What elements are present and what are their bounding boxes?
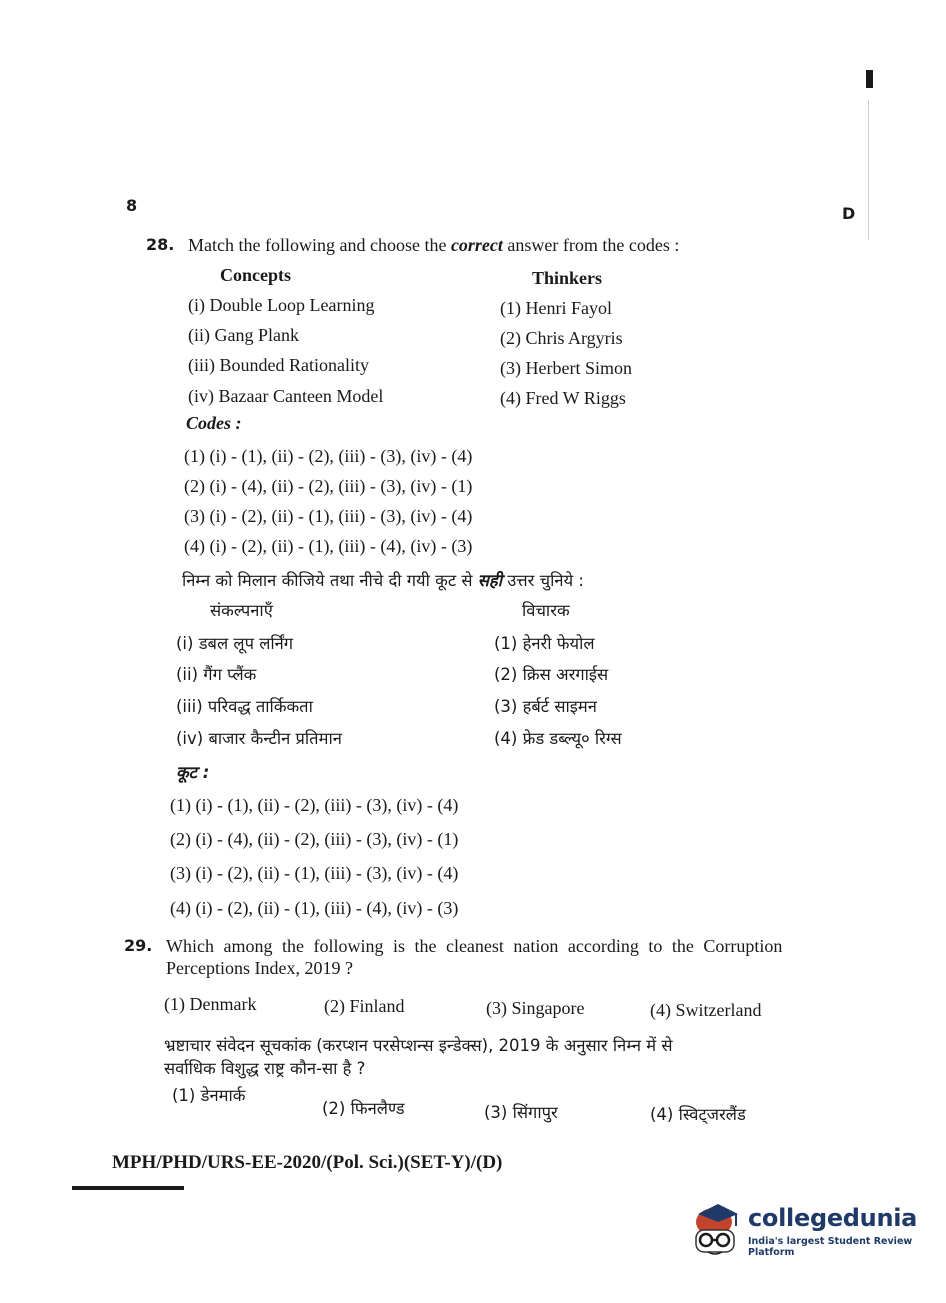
column-heading-concepts-hindi: संकल्पनाएँ (210, 601, 273, 620)
thinker-item-hindi: (4) फ्रेड डब्ल्यू० रिग्स (494, 729, 622, 748)
concept-item: (i) Double Loop Learning (188, 295, 375, 315)
code-option: (2) (i) - (4), (ii) - (2), (iii) - (3), (iv) - (1) (184, 476, 473, 496)
concept-item: (iii) Bounded Rationality (188, 355, 369, 375)
thinker-item: (1) Henri Fayol (500, 298, 612, 318)
question-text-hindi: निम्न को मिलान कीजिये तथा नीचे दी गयी कूट से सही उत्तर चुनिये : (182, 571, 584, 590)
set-letter: D (842, 204, 856, 223)
column-heading-thinkers: Thinkers (532, 268, 603, 288)
column-heading-thinkers-hindi: विचारक (522, 601, 570, 620)
question-number: 29. (124, 936, 153, 955)
collegedunia-logo (688, 1200, 918, 1262)
question-number: 28. (146, 235, 175, 254)
brand-tagline: India's largest Student Review Platform (748, 1236, 913, 1258)
code-option: (3) (i) - (2), (ii) - (1), (iii) - (3), (iv) - (4) (184, 506, 473, 526)
answer-option: (1) Denmark (164, 994, 257, 1014)
question-text-line2: Perceptions Index, 2019 ? (166, 958, 353, 978)
codes-label: Codes : (186, 413, 242, 433)
concept-item-hindi: (iv) बाजार कैन्टीन प्रतिमान (176, 729, 342, 748)
scan-line (868, 100, 869, 240)
code-option-hindi: (4) (i) - (2), (ii) - (1), (iii) - (4), (iv) - (3) (170, 898, 459, 918)
page-number: 8 (126, 196, 138, 215)
thinker-item: (2) Chris Argyris (500, 328, 623, 348)
thinker-item-hindi: (1) हेनरी फेयोल (494, 634, 595, 653)
scan-mark (866, 70, 873, 88)
thinker-item-hindi: (3) हर्बर्ट साइमन (494, 697, 597, 716)
concept-item: (ii) Gang Plank (188, 325, 299, 345)
concept-item-hindi: (iii) परिवद्ध तार्किकता (176, 697, 313, 716)
question-text-hindi-line2: सर्वाधिक विशुद्ध राष्ट्र कौन-सा है ? (164, 1059, 366, 1078)
code-option-hindi: (2) (i) - (4), (ii) - (2), (iii) - (3), (iv) - (1) (170, 829, 459, 849)
codes-label-hindi: कूट : (176, 763, 210, 782)
concept-item-hindi: (ii) गैंग प्लैंक (176, 665, 257, 684)
code-option: (4) (i) - (2), (ii) - (1), (iii) - (4), (iv) - (3) (184, 536, 473, 556)
answer-option: (3) Singapore (486, 998, 585, 1018)
question-text: Match the following and choose the correct answer from the codes : (188, 235, 680, 255)
answer-option: (4) Switzerland (650, 1000, 762, 1020)
answer-option-hindi: (3) सिंगापुर (484, 1103, 558, 1122)
concept-item-hindi: (i) डबल लूप लर्निंग (176, 634, 294, 653)
answer-option-hindi: (2) फिनलैण्ड (322, 1099, 405, 1118)
thinker-item: (3) Herbert Simon (500, 358, 632, 378)
concept-item: (iv) Bazaar Canteen Model (188, 386, 384, 406)
question-text: Which among the following is the cleanest nation according to the Corruption (166, 936, 783, 956)
question-text-hindi: भ्रष्टाचार संवेदन सूचकांक (करप्शन परसेप्शन्स इन्डेक्स), 2019 के अनुसार निम्न में से (164, 1036, 673, 1055)
mascot-icon (688, 1200, 744, 1260)
paper-code: MPH/PHD/URS-EE-2020/(Pol. Sci.)(SET-Y)/(D) (112, 1152, 503, 1173)
footer-rule (72, 1186, 184, 1190)
answer-option-hindi: (1) डेनमार्क (172, 1086, 246, 1105)
code-option-hindi: (1) (i) - (1), (ii) - (2), (iii) - (3), (iv) - (4) (170, 795, 459, 815)
column-heading-concepts: Concepts (220, 265, 291, 285)
answer-option: (2) Finland (324, 996, 405, 1016)
thinker-item: (4) Fred W Riggs (500, 388, 626, 408)
thinker-item-hindi: (2) क्रिस अरगाईस (494, 665, 609, 684)
code-option: (1) (i) - (1), (ii) - (2), (iii) - (3), (iv) - (4) (184, 446, 473, 466)
brand-name: collegedunia (748, 1204, 918, 1232)
answer-option-hindi: (4) स्विट्जरलैंड (650, 1105, 746, 1124)
code-option-hindi: (3) (i) - (2), (ii) - (1), (iii) - (3), (iv) - (4) (170, 863, 459, 883)
